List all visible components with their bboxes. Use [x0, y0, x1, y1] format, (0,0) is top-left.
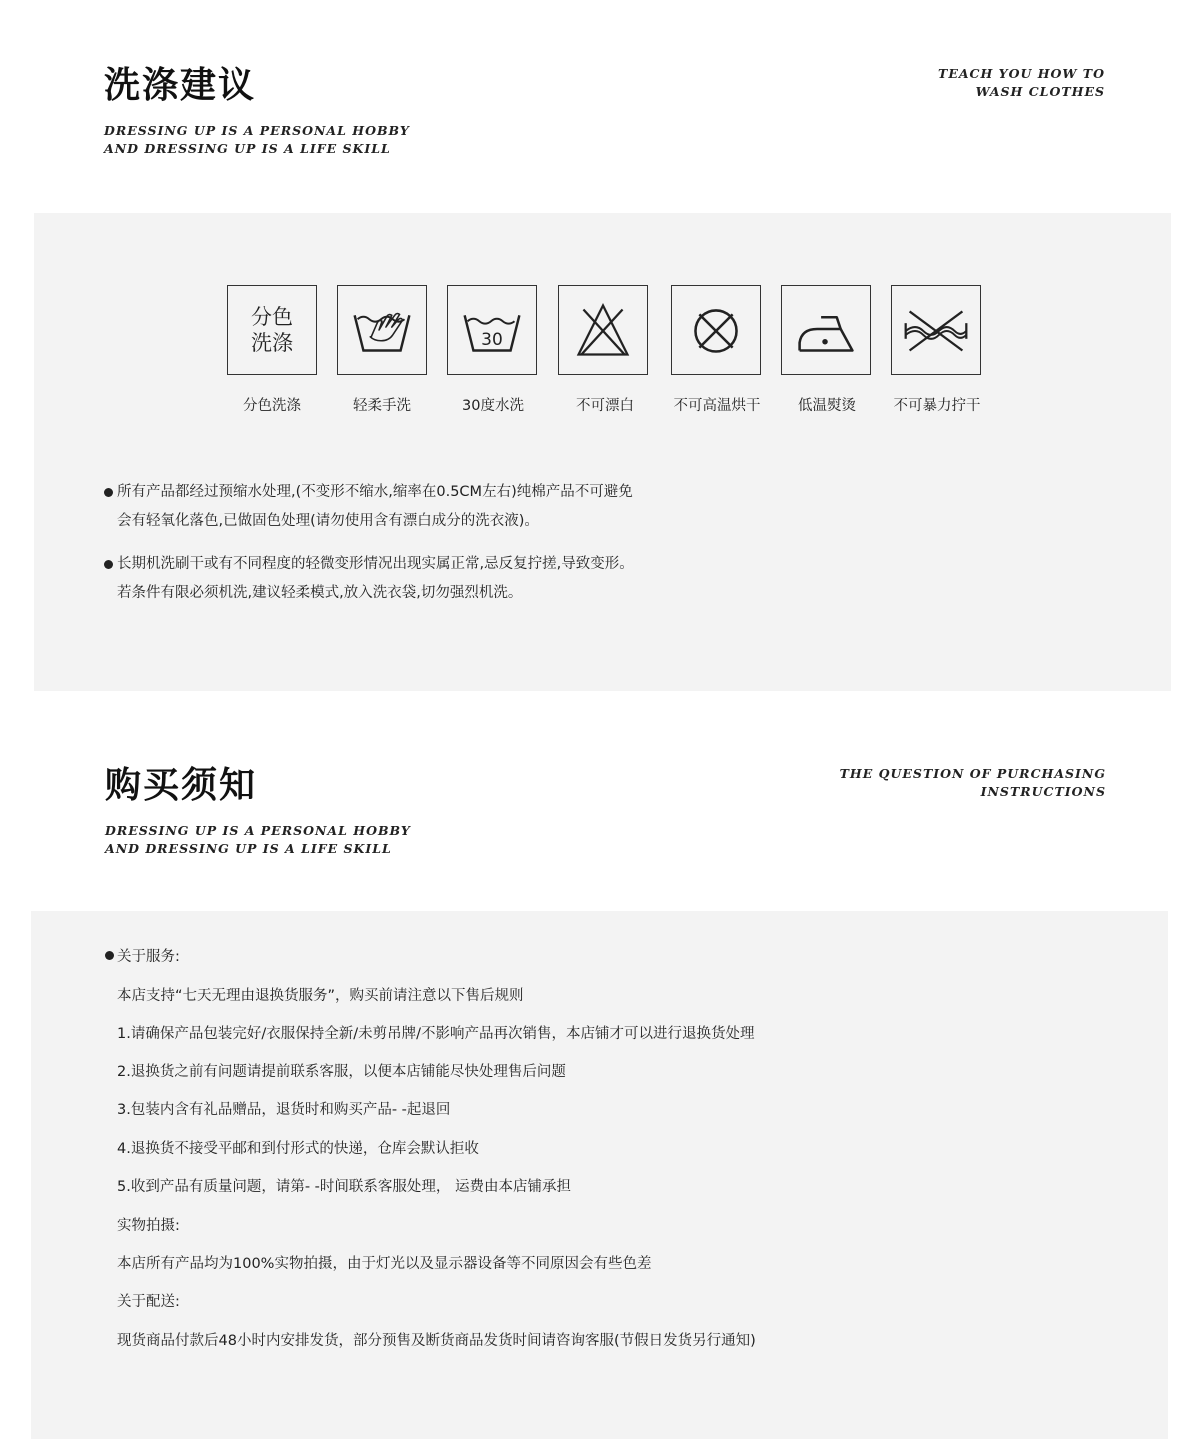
purchase-line-7: 本店所有产品均为100%实物拍摄，由于灯光以及显示器设备等不同原因会有些色差 [117, 1256, 652, 1272]
wash-title: 洗涤建议 [104, 65, 257, 106]
low-iron-icon [781, 285, 871, 375]
service-heading: 关于服务: [117, 949, 180, 965]
wash-right-line2: WASH CLOTHES [975, 84, 1105, 99]
purchase-line-3: 3.包装内含有礼品赠品，退货时和购买产品- -起退回 [117, 1102, 451, 1118]
wash-note-2-line1: 长期机洗刷干或有不同程度的轻微变形情况出现实属正常,忌反复拧搓,导致变形。 [117, 556, 634, 572]
icon-label-no-tumble-dry: 不可高温烘干 [673, 398, 761, 414]
icon-label-no-wring: 不可暴力拧干 [893, 398, 981, 414]
purchase-line-1: 1.请确保产品包装完好/衣服保持全新/未剪吊牌/不影响产品再次销售，本店铺才可以进行退换货处理 [117, 1026, 755, 1042]
wash-subtitle [104, 122, 410, 158]
purchase-line-9: 现货商品付款后48小时内安排发货，部分预售及断货商品发货时间请咨询客服(节假日发货另行通知) [117, 1333, 756, 1349]
wash-right-line1: TEACH YOU HOW TO [938, 66, 1105, 81]
icon-label-low-iron: 低温熨烫 [798, 398, 856, 414]
photo-heading: 实物拍摄: [117, 1218, 180, 1234]
delivery-heading: 关于配送: [117, 1294, 180, 1310]
service-bullet [105, 951, 114, 960]
wash-30-text: 30 [481, 330, 503, 350]
wash-note-1-line2: 会有轻氧化落色,已做固色处理(请勿使用含有漂白成分的洗衣液)。 [117, 513, 539, 529]
no-wring-icon [891, 285, 981, 375]
purchase-right-caption [840, 765, 1106, 801]
note-bullet [104, 488, 113, 497]
hand-wash-icon [337, 285, 427, 375]
icon-label-separate-color: 分色洗涤 [243, 398, 301, 414]
note-bullet [104, 560, 113, 569]
wash-note-2-line2: 若条件有限必须机洗,建议轻柔模式,放入洗衣袋,切勿强烈机洗。 [117, 585, 523, 601]
no-bleach-icon [558, 285, 648, 375]
wash-subtitle-line2: AND DRESSING UP IS A LIFE SKILL [104, 141, 391, 156]
purchase-line-4: 4.退换货不接受平邮和到付形式的快递，仓库会默认拒收 [117, 1141, 479, 1157]
purchase-line-2: 2.退换货之前有问题请提前联系客服，以便本店铺能尽快处理售后问题 [117, 1064, 566, 1080]
purchase-line-0: 本店支持“七天无理由退换货服务”，购买前请注意以下售后规则 [117, 988, 524, 1004]
wash-note-2 [117, 550, 634, 608]
icon-label-hand-wash: 轻柔手洗 [353, 398, 411, 414]
separate-color-icon [227, 285, 317, 375]
wash-note-1-line1: 所有产品都经过预缩水处理,(不变形不缩水,缩率在0.5CM左右)纯棉产品不可避免 [117, 484, 633, 500]
icon-label-wash-30: 30度水洗 [462, 398, 524, 414]
wash-subtitle-line1: DRESSING UP IS A PERSONAL HOBBY [104, 123, 410, 138]
purchase-subtitle [105, 822, 411, 858]
wash-right-caption [938, 65, 1105, 101]
purchase-title: 购买须知 [105, 765, 258, 806]
wash-note-1 [117, 478, 633, 536]
separate-color-text-2: 洗涤 [251, 331, 293, 355]
separate-color-text-1: 分色 [251, 305, 293, 329]
no-tumble-dry-icon [671, 285, 761, 375]
purchase-right-line1: THE QUESTION OF PURCHASING [839, 766, 1106, 781]
wash-30-icon [447, 285, 537, 375]
icon-label-no-bleach: 不可漂白 [576, 398, 634, 414]
purchase-right-line2: INSTRUCTIONS [980, 784, 1106, 799]
purchase-subtitle-line1: DRESSING UP IS A PERSONAL HOBBY [105, 823, 411, 838]
purchase-line-5: 5.收到产品有质量问题，请第- -时间联系客服处理， 运费由本店铺承担 [117, 1179, 572, 1195]
purchase-subtitle-line2: AND DRESSING UP IS A LIFE SKILL [105, 841, 392, 856]
